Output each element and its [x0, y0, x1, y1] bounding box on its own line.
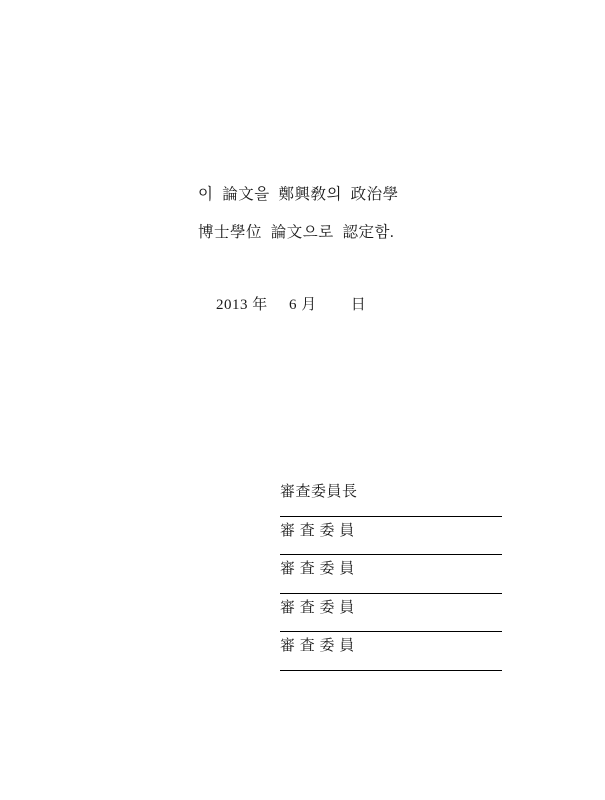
signature-block [280, 478, 502, 671]
signature-label-member-3: 審 査 委 員 [280, 599, 355, 616]
approval-date: 2013 年 6 月 日 [216, 297, 367, 313]
signature-rule [280, 670, 502, 671]
approval-statement [198, 176, 528, 252]
approval-statement-line-2: 博士學位 論文으로 認定함. [198, 224, 395, 241]
approval-statement-line-1: 이 論文을 鄭興敎의 政治學 [198, 186, 399, 203]
signature-label-member-1: 審 査 委 員 [280, 522, 355, 539]
signature-row [280, 517, 502, 556]
signature-row [280, 555, 502, 594]
signature-row [280, 594, 502, 633]
signature-row [280, 478, 502, 517]
signature-label-chair: 審查委員長 [280, 484, 358, 500]
signature-label-member-4: 審 査 委 員 [280, 638, 355, 654]
signature-row [280, 632, 502, 671]
signature-label-member-2: 審 査 委 員 [280, 561, 355, 577]
